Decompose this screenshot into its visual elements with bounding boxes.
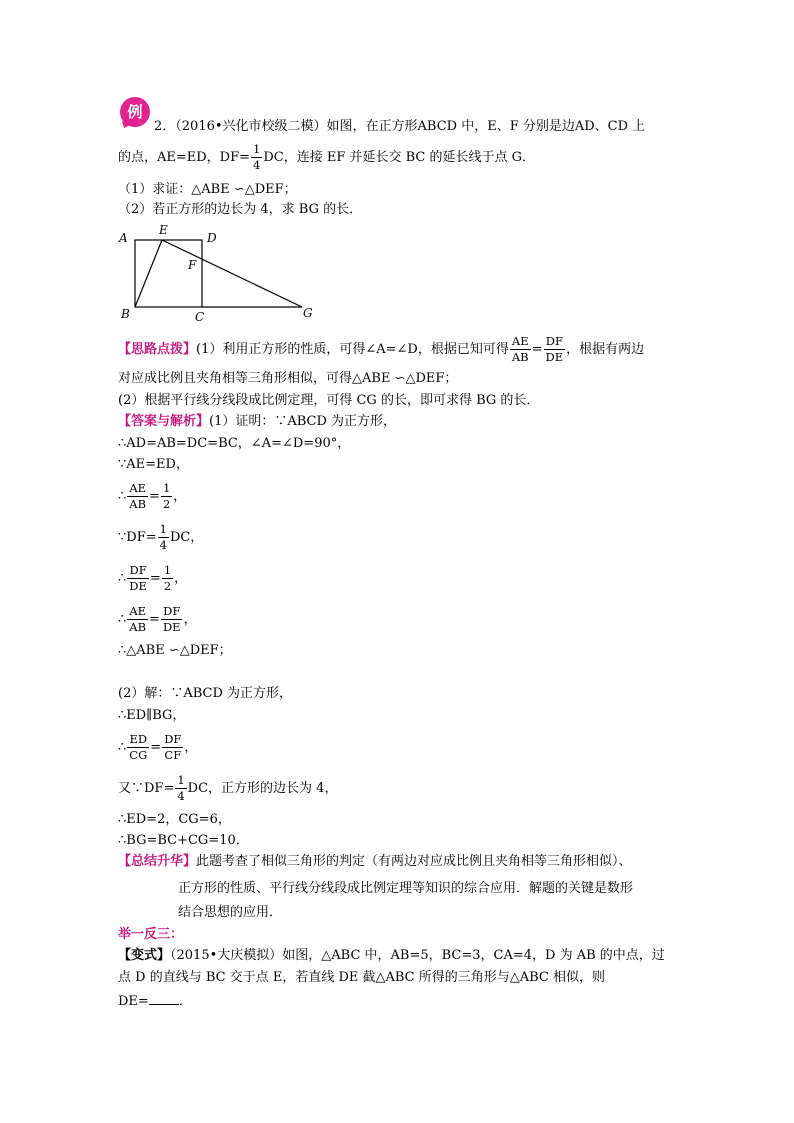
label-b: B xyxy=(121,307,130,321)
problem-line-1: 2．（2016•兴化市校级二模）如图，在正方形ABCD 中，E、F 分别是边AD、CD 上 xyxy=(154,119,646,134)
label-c: C xyxy=(195,310,205,324)
practice-line-1: 【变式】（2015•大庆模拟）如图，△ABC 中，AB=5，BC=3，CA=4，D 为 AB 的中点，过 xyxy=(118,948,665,963)
practice-tag: 【变式】 xyxy=(118,948,171,963)
hint-tag: 【思路点拨】 xyxy=(118,342,197,357)
badge-glyph: 例 xyxy=(127,103,143,121)
label-g: G xyxy=(303,306,313,320)
label-e: E xyxy=(159,223,168,237)
problem-line-2: 的点，AE=ED，DF= $\frac{1}{4}$ DC，连接 EF 并延长交 BC 的延长线于点 G． xyxy=(118,142,536,172)
answer-line-1: 【答案与解析】(1）证明：∵ABCD 为正方形， xyxy=(118,414,397,429)
fraction-quarter: $\frac{1}{4}$ xyxy=(253,142,261,172)
summary-line-1: 【总结升华】此题考查了相似三角形的判定（有两边对应成比例且夹角相等三角形相似）、 xyxy=(118,854,632,869)
answer-line-5: ∵DF= $\frac{1}{4}$ DC， xyxy=(118,522,204,552)
square-abcd xyxy=(135,240,202,307)
answer-blank[interactable] xyxy=(149,992,179,1005)
answer-tag: 【答案与解析】 xyxy=(118,414,210,429)
answer-part2-line-3: ∴ $\frac{ED}{CG}$ = $\frac{DF}{CF}$ ， xyxy=(118,732,198,762)
summary-line-3: 结合思想的应用． xyxy=(178,905,283,920)
hint-line-1: 【思路点拨】(1）利用正方形的性质，可得∠A=∠D，根据已知可得 $\frac{AE}{AB}$ = $\frac{DF}{DE}$ ，根据有两边 xyxy=(118,334,645,364)
segment-eg xyxy=(162,240,302,307)
question-2: （2）若正方形的边长为 4，求 BG 的长． xyxy=(118,202,363,217)
answer-line-3: ∵AE=ED， xyxy=(118,457,189,472)
segment-be xyxy=(135,240,162,307)
answer-part2-line-4: 又∵DF= $\frac{1}{4}$ DC，正方形的边长为 4， xyxy=(118,773,338,803)
answer-line-8: ∴△ABE ∽△DEF； xyxy=(118,643,232,658)
answer-line-7: ∴ $\frac{AE}{AB}$ = $\frac{DF}{DE}$ ， xyxy=(118,604,197,634)
example-badge-icon xyxy=(118,95,152,129)
practice-title: 举一反三： xyxy=(118,927,184,942)
summary-tag: 【总结升华】 xyxy=(118,854,197,869)
geometry-figure xyxy=(110,222,330,327)
hint-line-3: (2）根据平行线分线段成比例定理，可得 CG 的长，即可求得 BG 的长． xyxy=(118,393,540,408)
label-f: F xyxy=(188,258,197,272)
label-d: D xyxy=(207,231,217,245)
answer-part2-line-2: ∴ED∥BG， xyxy=(118,708,186,723)
practice-line-2: 点 D 的直线与 BC 交于点 E，若直线 DE 截△ABC 所得的三角形与△ABC 相似，则 xyxy=(118,970,606,985)
answer-line-2: ∴AD=AB=DC=BC，∠A=∠D=90°， xyxy=(118,436,351,451)
answer-line-4: ∴ $\frac{AE}{AB}$ = $\frac{1}{2}$ ， xyxy=(118,481,187,511)
answer-part2-line-5: ∴ED=2，CG=6， xyxy=(118,812,231,827)
practice-line-3: DE= ． xyxy=(118,994,192,1009)
label-a: A xyxy=(119,231,128,245)
answer-part2-line-6: ∴BG=BC+CG=10． xyxy=(118,833,249,848)
question-1: （1）求证：△ABE ∽△DEF； xyxy=(118,182,297,197)
summary-line-2: 正方形的性质、平行线分线段成比例定理等知识的综合应用．解题的关键是数形 xyxy=(178,881,634,896)
answer-part2-line-1: (2）解：∵ABCD 为正方形， xyxy=(118,686,293,701)
answer-line-6: ∴ $\frac{DF}{DE}$ = $\frac{1}{2}$ ， xyxy=(118,563,188,593)
hint-line-2: 对应成比例且夹角相等三角形相似，可得△ABE ∽△DEF； xyxy=(118,371,458,386)
